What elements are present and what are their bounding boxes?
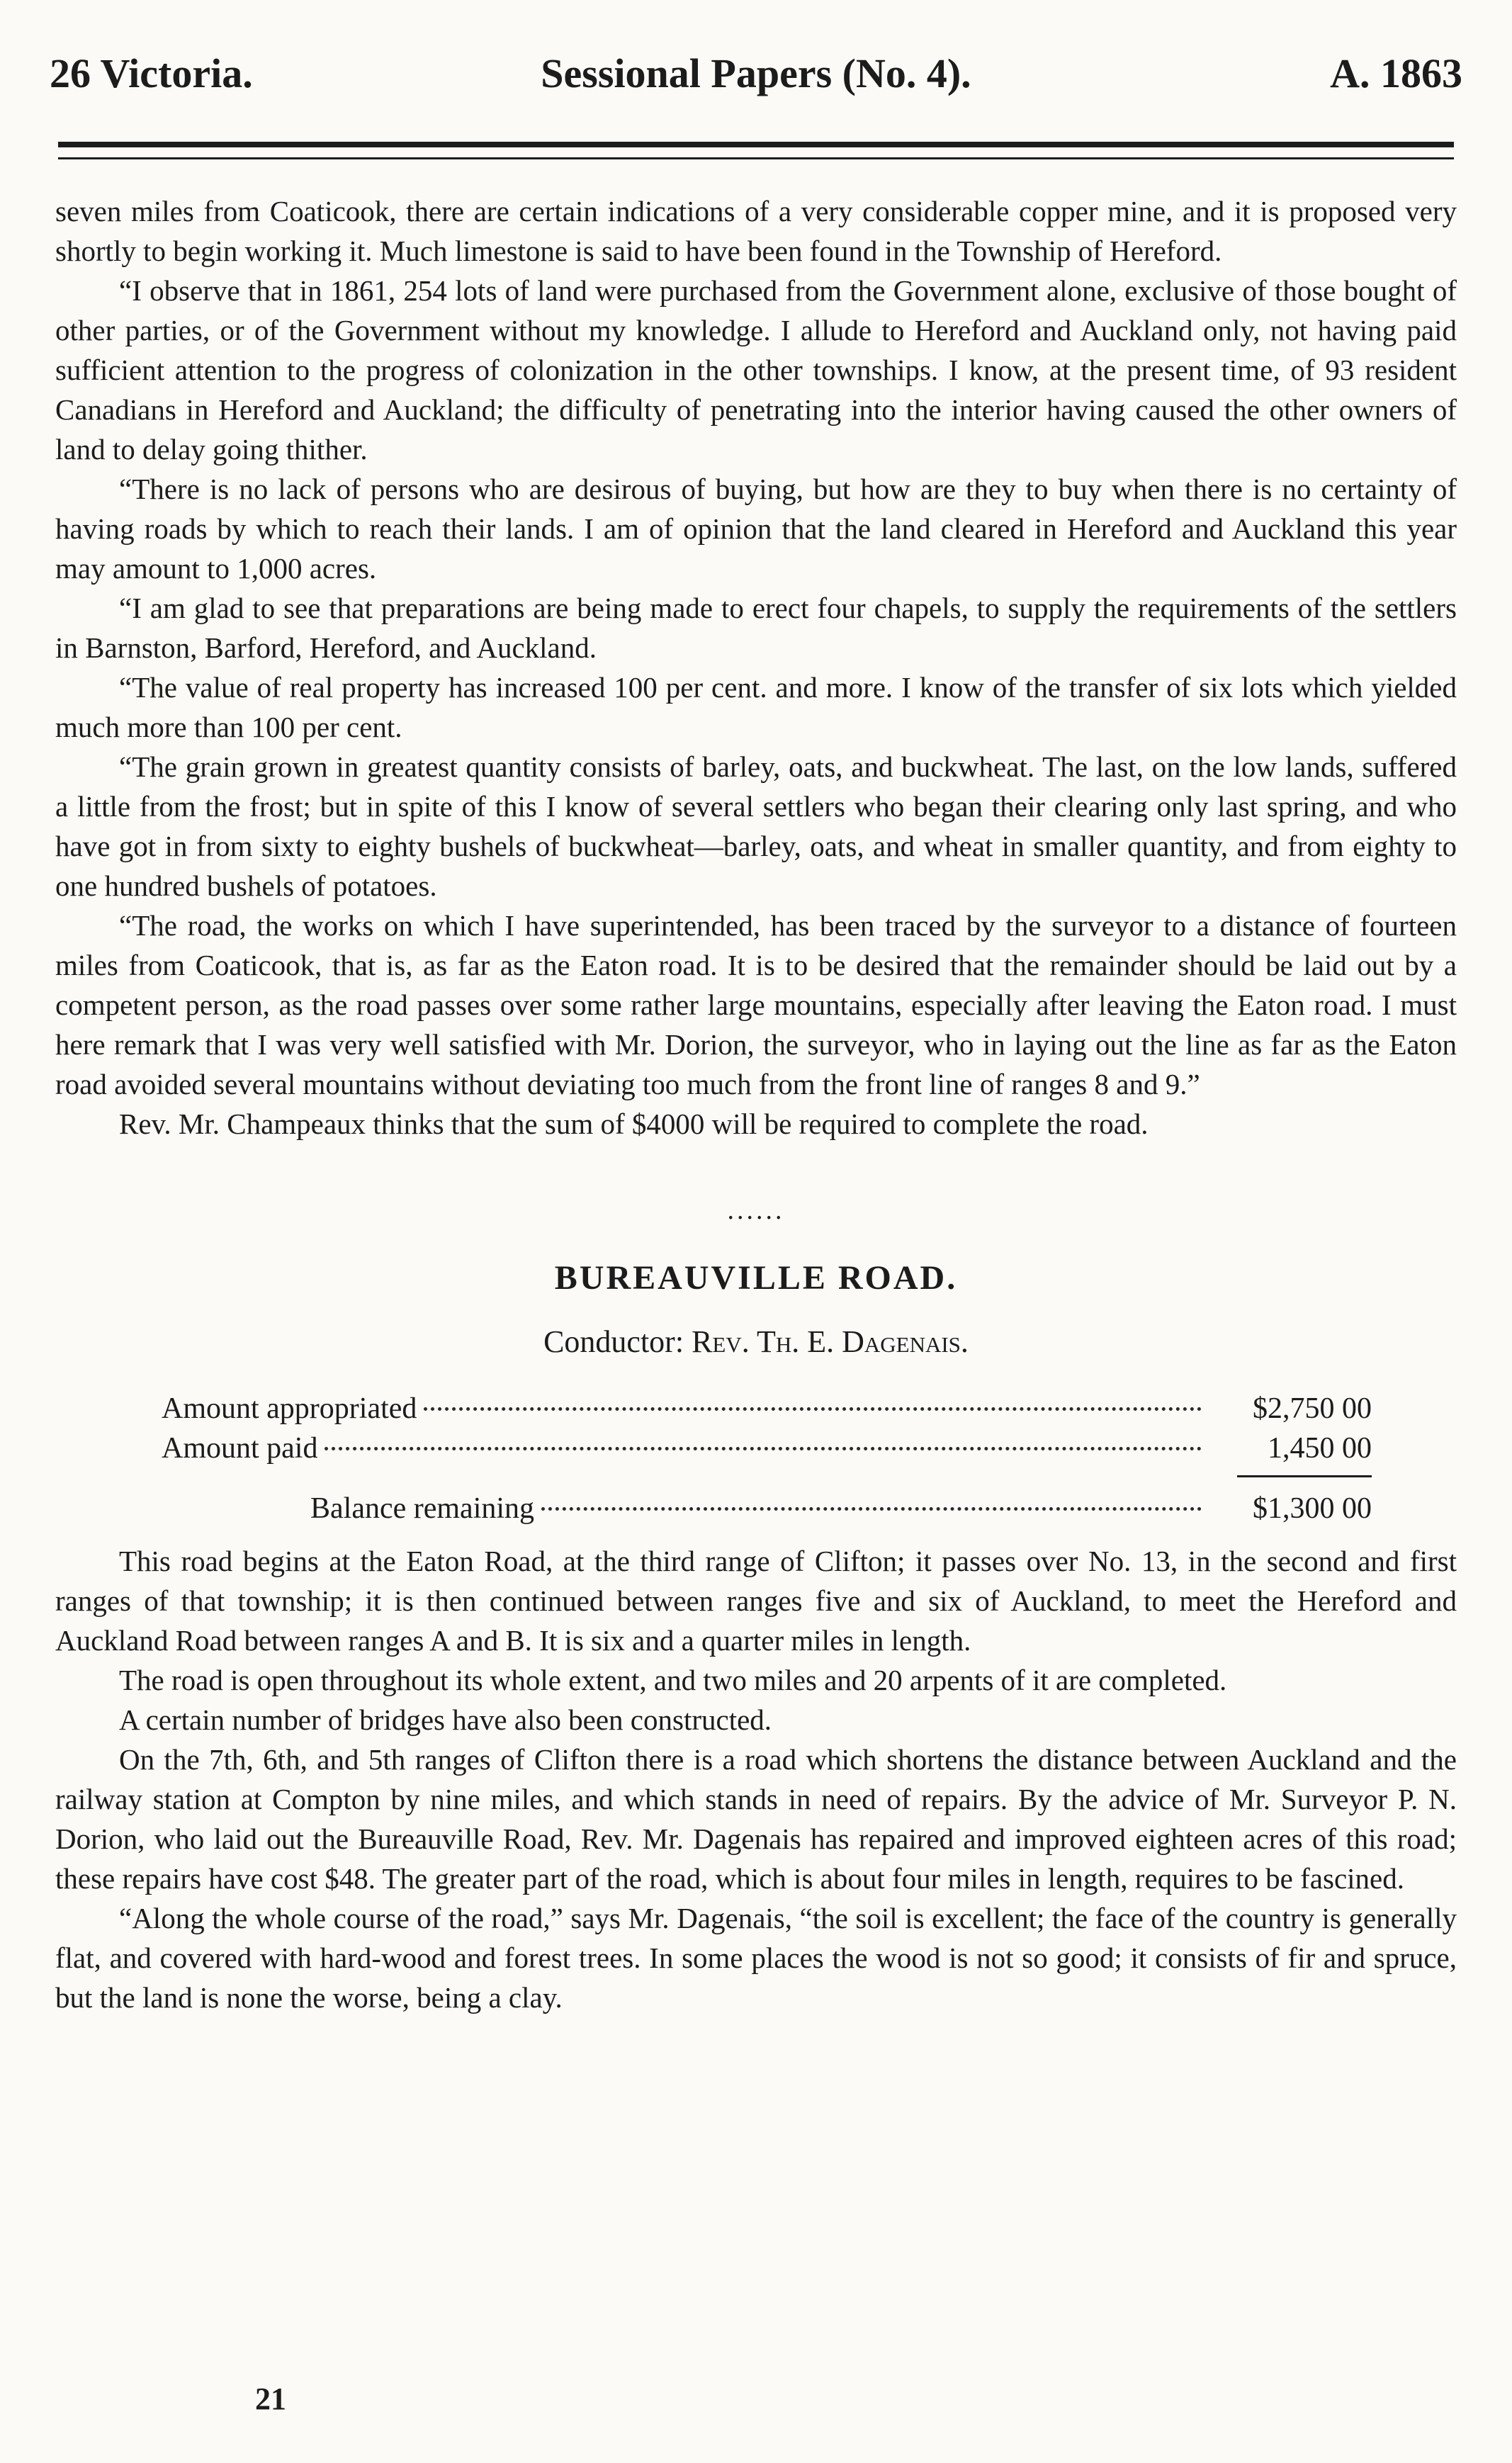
- balance-value: $1,300 00: [1253, 1492, 1372, 1525]
- dot-leader: [325, 1447, 1202, 1450]
- paragraph: “The road, the works on which I have superintended, has been traced by the surveyor to a distance of fourteen miles from Coaticook, that is, as far as the Eaton road. It is to be desired that the remainder should be laid out by a competent person, as the road passes over some rather large mountains, especially after leaving the Eaton road. I must here remark that I was very well satisfied with Mr. Dorion, the surveyor, who in laying out the line as far as the Eaton road avoided several mountains without deviating too much from the front line of ranges 8 and 9.”: [55, 909, 1457, 1100]
- header-title: Sessional Papers (No. 4).: [541, 50, 971, 96]
- section-title: BUREAUVILLE ROAD.: [554, 1259, 958, 1297]
- amount-appropriated-row: [162, 1389, 1372, 1428]
- paragraph: seven miles from Coaticook, there are certain indications of a very considerable copper mine, and it is proposed very shortly to begin working it. Much limestone is said to have been found in the Township of Hereford.: [55, 195, 1457, 267]
- paragraph: “Along the whole course of the road,” says Mr. Dagenais, “the soil is excellent; the face of the country is generally flat, and covered with hard-wood and forest trees. In some places the wood is not so good; it consists of fir and spruce, but the land is none the worse, being a clay.: [55, 1902, 1457, 2014]
- section-separator: ......: [727, 1195, 785, 1225]
- page-header: [50, 50, 1462, 113]
- header-rule-thick: [58, 142, 1454, 147]
- paragraph: “The value of real property has increased 100 per cent. and more. I know of the transfer of six lots which yielded much more than 100 per cent.: [55, 671, 1457, 743]
- conductor-label: Conductor:: [543, 1324, 684, 1359]
- amount-paid-value: 1,450 00: [1268, 1432, 1372, 1465]
- page-folio: 21: [255, 2382, 286, 2416]
- sum-rule: [1237, 1475, 1372, 1477]
- header-rule-thin: [58, 157, 1454, 159]
- amount-paid-row: [162, 1428, 1372, 1468]
- amount-paid-label: Amount paid: [162, 1432, 318, 1465]
- dot-leader: [541, 1507, 1202, 1511]
- header-year: A. 1863: [1330, 50, 1462, 96]
- paragraph: This road begins at the Eaton Road, at the third range of Clifton; it passes over No. 13, in the second and first ranges of that township; it is then continued between ranges five and six of Auckland, to meet the Hereford and Auckland Road between ranges A and B. It is six and a quarter miles in length.: [55, 1545, 1457, 1657]
- paragraph: “I observe that in 1861, 254 lots of land were purchased from the Government alone, exclusive of those bought of other parties, or of the Government without my knowledge. I allude to Hereford and Auckland only, not having paid sufficient attention to the progress of colonization in the other townships. I know, at the present time, of 93 resident Canadians in Hereford and Auckland; the difficulty of penetrating into the interior having caused the other owners of land to delay going thither.: [55, 274, 1457, 466]
- paragraph: “There is no lack of persons who are desirous of buying, but how are they to buy when there is no certainty of having roads by which to reach their lands. I am of opinion that the land cleared in Hereford and Auckland this year may amount to 1,000 acres.: [55, 473, 1457, 585]
- paragraph: On the 7th, 6th, and 5th ranges of Clifton there is a road which shortens the distance between Auckland and the railway station at Compton by nine miles, and which stands in need of repairs. By the advice of Mr. Surveyor P. N. Dorion, who laid out the Bureauville Road, Rev. Mr. Dagenais has repaired and improved eighteen acres of this road; these repairs have cost $48. The greater part of the road, which is about four miles in length, requires to be fascined.: [55, 1743, 1457, 1895]
- conductor-line: [55, 1322, 1457, 1362]
- amount-appropriated-label: Amount appropriated: [162, 1392, 417, 1425]
- amount-appropriated-value: $2,750 00: [1253, 1392, 1372, 1425]
- body-text: [55, 191, 1457, 2017]
- header-session: 26 Victoria.: [50, 50, 253, 96]
- paragraph: The road is open throughout its whole extent, and two miles and 20 arpents of it are completed.: [119, 1664, 1227, 1696]
- balance-row: [310, 1489, 1372, 1528]
- balance-label: Balance remaining: [310, 1492, 535, 1525]
- paragraph: “The grain grown in greatest quantity consists of barley, oats, and buckwheat. The last, on the low lands, suffered a little from the frost; but in spite of this I know of several settlers who began their clearing only last spring, and who have got in from sixty to eighty bushels of buckwheat—barley, oats, and wheat in smaller quantity, and from eighty to one hundred bushels of potatoes.: [55, 750, 1457, 902]
- paragraph: “I am glad to see that preparations are being made to erect four chapels, to supply the requirements of the settlers in Barnston, Barford, Hereford, and Auckland.: [55, 592, 1457, 664]
- paragraph: Rev. Mr. Champeaux thinks that the sum of $4000 will be required to complete the road.: [119, 1107, 1149, 1140]
- paragraph: A certain number of bridges have also been constructed.: [119, 1703, 772, 1736]
- dot-leader: [424, 1407, 1202, 1411]
- conductor-name: Rev. Th. E. Dagenais.: [692, 1324, 969, 1359]
